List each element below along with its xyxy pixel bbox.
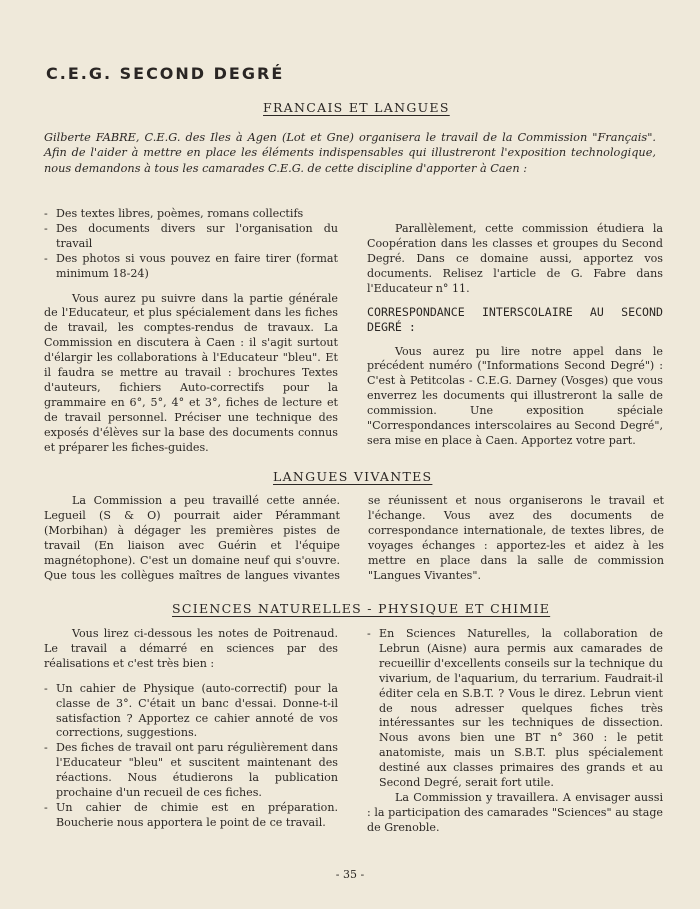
langues-paragraph: La Commission a peu travaillé cette année. Legueil (S & O) pourrait aider Pérammant (Morbihan) à dégager les premières pistes de travail (En liaison avec Guérin et l'équipe magnétophone). C'est un domaine neuf qui s'ouvre. Que tous les collègues maîtres de langues vivantes se réunissent et nous organiserons le travail et l'échange. Vous avez des documents de correspondance internationale, de textes libres, de voyages échanges : apportez-les et aidez à les mettre en place dans la salle de commission "Langues Vivantes". xyxy=(44,494,664,582)
section-title-francais: FRANCAIS ET LANGUES xyxy=(263,100,450,115)
correspondance-paragraph: Vous aurez pu lire notre appel dans le précédent numéro ("Informations Second Degré") : C'est à Petitcolas - C.E.G. Darney (Vosges) que vous enverrez les documents qui illustreront la salle de commission. Une exposition spéciale "Correspondances interscolaires au Second Degré", sera mise en place à Caen. Apportez votre part. xyxy=(367,344,663,447)
list-item: - En Sciences Naturelles, la collaboration de Lebrun (Aisne) aura permis aux camarades de recueillir d'excellents conseils sur la technique du vivarium, de l'aquarium, du terrarium. Faudrait-il éditer cela en S.B.T. ? Vous le direz. Lebrun vient de nous adresser quelques fiches très intéressantes sur les techniques de dissection. Nous avons bien une BT n° 360 : le petit anatomiste, mais un S.B.T. plus spécialement destiné aux classes primaires des grands et au Second Degré, serait fort utile. xyxy=(367,627,663,791)
sciences-paragraph-1: Vous lirez ci-dessous les notes de Poitrenaud. Le travail a démarré en sciences par des réalisations et c'est très bien : xyxy=(44,627,338,670)
francais-left-column xyxy=(44,207,338,456)
list-item: - Un cahier de chimie est en préparation. Boucherie nous apportera le point de ce travail. xyxy=(44,801,338,831)
sciences-left-column xyxy=(44,627,338,831)
correspondance-heading: CORRESPONDANCE INTERSCOLAIRE AU SECOND DEGRÉ : xyxy=(367,304,663,334)
section-title-langues: LANGUES VIVANTES xyxy=(273,469,433,484)
list-item: - Des fiches de travail ont paru régulièrement dans l'Educateur "bleu" et suscitent maintenant des réactions. Nous étudierons la publication prochaine d'un recueil de ces fiches. xyxy=(44,741,338,801)
list-item: - Un cahier de Physique (auto-correctif) pour la classe de 3°. C'était un banc d'essai. Donne-t-il satisfaction ? Apportez ce cahier annoté de vos corrections, suggestions. xyxy=(44,682,338,742)
sciences-bullet-list xyxy=(44,682,338,831)
francais-paragraph-1: Vous aurez pu suivre dans la partie générale de l'Educateur, et plus spécialement dans les fiches de travail, les comptes-rendus de travaux. La Commission en discutera à Caen : il s'agit surtout d'élargir les collaborations à l'Educateur "bleu". Et il faudra se mettre au travail : brochures Textes d'auteurs, fichiers Auto-correctifs pour la grammaire en 6°, 5°, 4° et 3°, fiches de lecture et de travail personnel. Préciser une technique des exposés d'élèves sur la base des documents connus et préparer les fiches-guides. xyxy=(44,291,338,454)
sciences-right-list xyxy=(367,627,663,791)
list-item: - Des documents divers sur l'organisation du travail xyxy=(44,222,338,252)
francais-paragraph-2: Parallèlement, cette commission étudiera la Coopération dans les classes et groupes du Second Degré. Dans ce domaine aussi, apportez vos documents. Relisez l'article de G. Fabre dans l'Educateur n° 11. xyxy=(367,222,663,295)
page-header: C.E.G. SECOND DEGRÉ xyxy=(46,64,285,83)
francais-bullet-list xyxy=(44,207,338,282)
sciences-paragraph-2: La Commission y travaillera. A envisager aussi : la participation des camarades "Sciences" au stage de Grenoble. xyxy=(367,790,663,834)
list-item: - Des photos si vous pouvez en faire tirer (format minimum 18-24) xyxy=(44,252,338,282)
page-number: - 35 - xyxy=(335,868,365,881)
langues-columns xyxy=(44,494,664,584)
francais-intro: Gilberte FABRE, C.E.G. des Iles à Agen (Lot et Gne) organisera le travail de la Commission "Français". Afin de l'aider à mettre en place les éléments indispensables qui illustreront l'exposition technologique, nous demandons à tous les camarades C.E.G. de cette discipline d'apporter à Caen : xyxy=(44,131,656,175)
sciences-right-column xyxy=(367,627,663,836)
section-title-sciences: SCIENCES NATURELLES - PHYSIQUE ET CHIMIE xyxy=(172,601,551,616)
list-item: - Des textes libres, poèmes, romans collectifs xyxy=(44,207,338,222)
francais-right-column xyxy=(367,222,663,449)
